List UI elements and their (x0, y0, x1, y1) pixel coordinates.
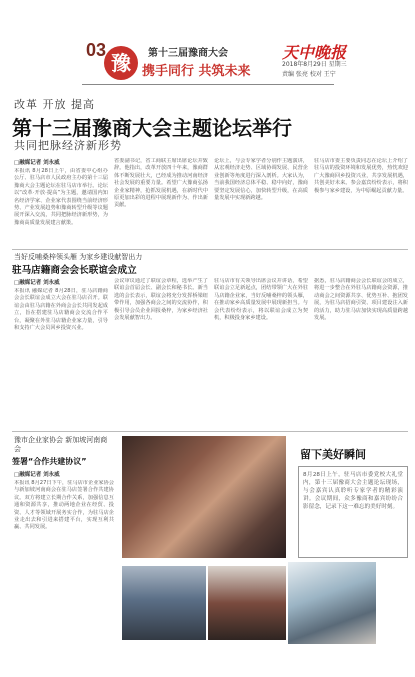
photo-bottom-middle (208, 566, 286, 640)
lead-column-3: 论坛上，与会专家学者分别作主题演讲，从宏观经济走势、区域协调发展、民营企业创新等角度进行深入剖析。大家认为，当前我国经济总体平稳、稳中向好，豫商要坚定发展信心，加快转型升级，在高质量发展中实现新跨越。 (214, 158, 308, 202)
lead-headline: 第十三届豫商大会主题论坛举行 (12, 116, 292, 140)
lead-byline: □融媒记者 刘永威 (14, 160, 60, 166)
masthead-divider (82, 84, 334, 85)
date-line: 2018年8月29日 星期三 (282, 61, 347, 68)
lead-column-1: 本报讯 8月28日上午，由省委中心组办公厅、驻马店市人民政府主办的第十三届豫商大会主题论坛在驻马店市举行。论坛以“改革·开放·提高”为主题，邀请国内知名经济学家、企业家代表围绕当前经济形势、产业发展趋势和豫商转型升级等议题展开深入交流，共同把脉经济新形势，为豫商高质量发展建言献策。 (14, 168, 108, 226)
lead-subhead: 共同把脉经济新形势 (14, 139, 122, 152)
special-logo-icon: 豫 (104, 46, 138, 80)
photo-bottom-left (122, 566, 206, 640)
story2-column-3: 驻马店市有关领导出席会议并讲话，希望联谊会立足新起点，团结带领广大在外驻马店籍企业家，当好反哺桑梓的领头雁，在推动家乡高质量发展中展现新担当。与会代表纷纷表示，将以联谊会成立为契机，积极投身家乡建设。 (214, 278, 308, 322)
story2-byline: □融媒记者 刘永威 (14, 280, 60, 286)
paper-logo: 天中晚报 (282, 43, 347, 62)
photo-caption: 8月28日上午，驻马店市委党校大礼堂内，第十三届豫商大会主题论坛现场，与会嘉宾认真聆听专家学者的精彩演讲。会议期间，众多豫商和嘉宾纷纷合影留念，记录下这一难忘的美好时刻。 (303, 472, 403, 510)
story2-column-4: 据悉，驻马店籍商会会长联谊会的成立，将进一步整合在外驻马店籍商会资源，推动商会之间资源共享、优势互补、抱团发展，为驻马店招商引资、项目建设注入新的活力，助力驻马店加快实现高质量跨越发展。 (314, 278, 408, 322)
story2-column-2: 会议审议通过了联谊会章程，选举产生了联谊会首届会长、副会长和秘书长。新当选的会长表示，联谊会将充分发挥桥梁纽带作用，加强各商会之间的交流协作，积极引导会员企业回报桑梓，为家乡经济社会发展献智出力。 (114, 278, 208, 322)
page-number: 03 (86, 40, 107, 60)
lead-divider (12, 249, 408, 250)
lead-column-2: 省委副书记，省工商联主席出席论坛并致辞。他指出，改革开放四十年来，豫商群体不断发展壮大，已经成为推动河南经济社会发展的重要力量。希望广大豫商弘扬企业家精神，抢抓发展机遇，在新时代中原更加出彩的进程中展现新作为、作出新贡献。 (114, 158, 208, 209)
special-slogan: 携手同行 共筑未来 (142, 64, 251, 79)
story3-byline: □融媒记者 刘永威 (14, 472, 60, 478)
story3-kicker: 豫市企业家协会 新加坡河南商会 (14, 436, 108, 453)
staff-line: 责编 张亮 校对 王宁 (282, 71, 336, 78)
special-section-title: 第十三届豫商大会 (148, 48, 228, 59)
story3-title: 签署“合作共建协议” (12, 457, 87, 466)
story2-title: 驻马店籍商会会长联谊会成立 (12, 265, 137, 276)
photo-section-title: 留下美好瞬间 (300, 448, 366, 461)
story3-body: 本报讯 8月27日下午，驻马店市企业家协会与新加坡河南商会在驻马店签署合作共建协议。双方将建立长期合作关系，加强信息互通和资源共享，推动两地企业在经贸、投资、人才等领域开展务实合作，为驻马店企业走出去和引进来搭建平台，实现互利共赢、共同发展。 (14, 480, 114, 531)
story2-column-1: 本报讯 融媒记者 8月28日，驻马店籍商会会长联谊会成立大会在驻马店召开。联谊会由驻马店籍在外商会会长共同发起成立，旨在搭建驻马店籍商会交流合作平台，凝聚在外驻马店籍企业家力量，引导和支持广大会员回乡投资兴业。 (14, 288, 108, 332)
photo-caption-box (298, 466, 408, 558)
story2-kicker: 当好反哺桑梓领头雁 为家乡建设献智出力 (14, 253, 143, 261)
photo-bottom-right (288, 562, 376, 644)
story2-divider (12, 431, 408, 432)
main-photo (122, 436, 286, 558)
lead-kicker: 改革 开放 提高 (14, 98, 95, 111)
lead-column-4: 驻马店市委主要负责同志在论坛上介绍了驻马店的投资环境和发展优势，热忱欢迎广大豫商回乡投资兴业，共享发展机遇，共创美好未来。参会嘉宾纷纷表示，将积极参与家乡建设，为中原崛起贡献力量。 (314, 158, 408, 194)
